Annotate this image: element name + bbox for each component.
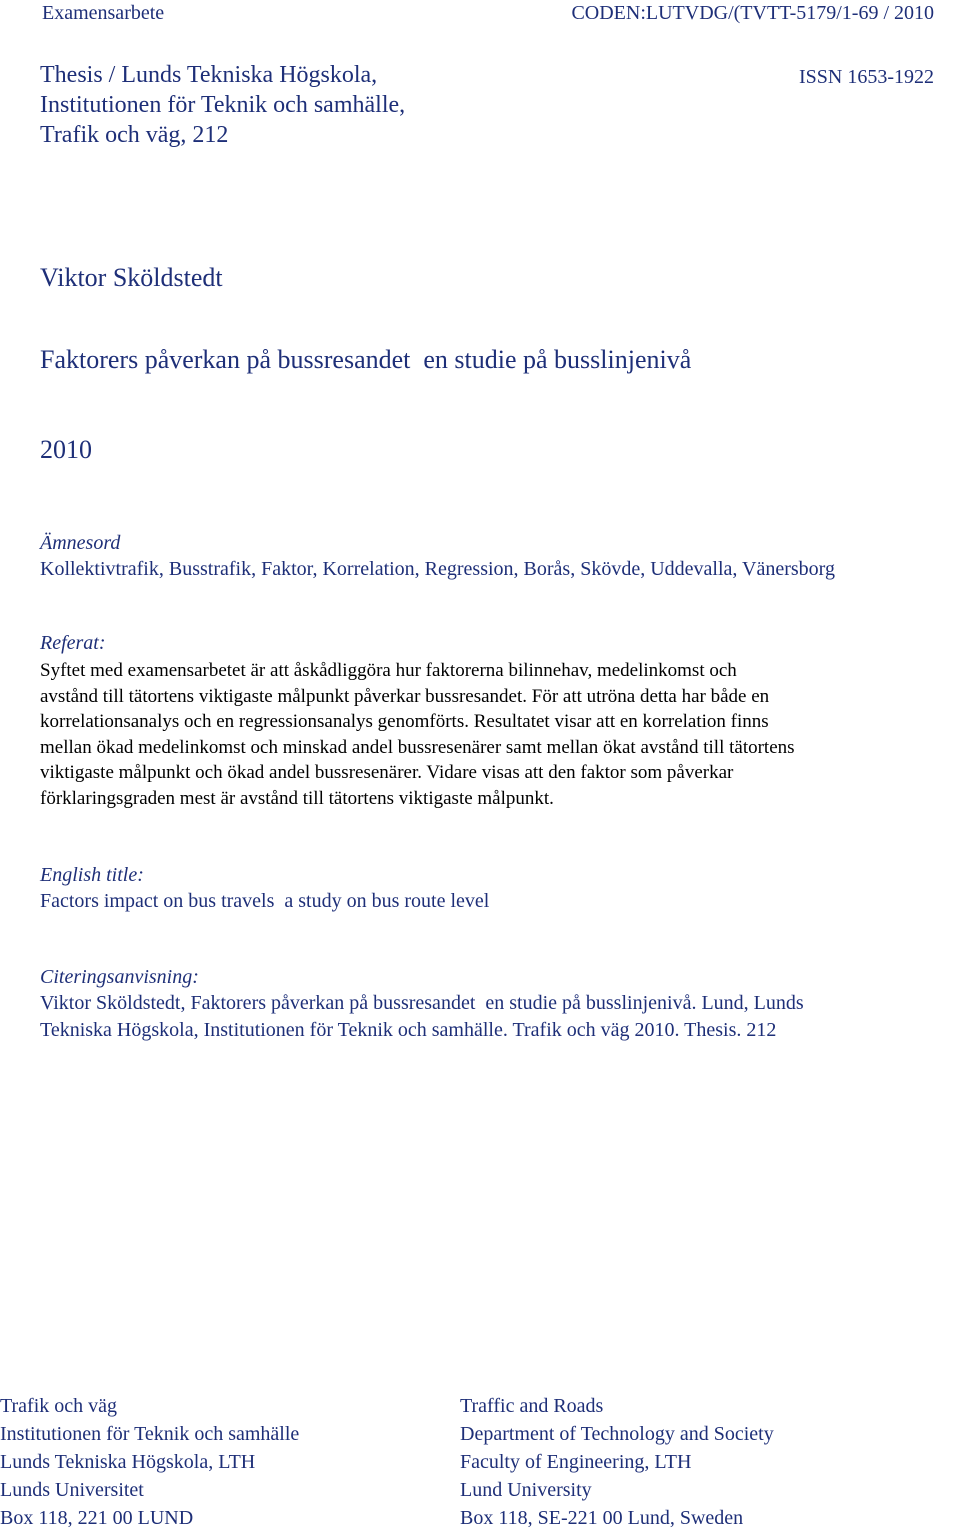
- series-block: [40, 60, 405, 150]
- abstract-line: korrelationsanalys och en regressionsanalys genomförts. Resultatet visar att en korrelation finns: [40, 711, 769, 733]
- issn-label: ISSN 1653-1922: [798, 66, 934, 88]
- footer-line: Institutionen för Teknik och samhälle: [0, 1423, 300, 1445]
- footer-line: Department of Technology and Society: [460, 1423, 774, 1445]
- header-left-label: Examensarbete: [42, 2, 165, 24]
- abstract-line: Syftet med examensarbetet är att åskådliggöra hur faktorerna bilinnehav, medelinkomst och: [40, 660, 737, 681]
- footer-line: Box 118, SE-221 00 Lund, Sweden: [460, 1507, 744, 1529]
- footer-line: Lunds Tekniska Högskola, LTH: [0, 1451, 256, 1473]
- keywords-text: Kollektivtrafik, Busstrafik, Faktor, Korrelation, Regression, Borås, Skövde, Uddevalla, Vänersborg: [40, 558, 835, 580]
- english-title-label: English title:: [40, 864, 144, 886]
- series-line: Thesis / Lunds Tekniska Högskola,: [40, 62, 378, 88]
- year-label: 2010: [40, 435, 92, 464]
- english-title-text: Factors impact on bus travels a study on bus route level: [40, 890, 490, 912]
- keywords-label: Ämnesord: [40, 532, 121, 554]
- abstract-label: Referat:: [40, 632, 106, 654]
- abstract-body: [40, 658, 795, 812]
- abstract-line: avstånd till tätortens viktigaste målpunkt påverkar bussresandet. För att utröna detta har både en: [40, 685, 770, 707]
- footer-line: Faculty of Engineering, LTH: [460, 1451, 692, 1473]
- author-name: Viktor Sköldstedt: [40, 263, 223, 292]
- footer-line: Traffic and Roads: [460, 1395, 604, 1417]
- coden-label: CODEN:LUTVDG/(TVTT-5179/1-69 / 2010: [571, 2, 934, 24]
- abstract-line: viktigaste målpunkt och ökad andel bussresenärer. Vidare visas att den faktor som påverkar: [40, 762, 734, 784]
- citation-label: Citeringsanvisning:: [40, 966, 199, 988]
- citation-line: Tekniska Högskola, Institutionen för Teknik och samhälle. Trafik och väg 2010. Thesis. 212: [40, 1019, 777, 1041]
- footer-line: Trafik och väg: [0, 1395, 118, 1417]
- citation-line: Viktor Sköldstedt, Faktorers påverkan på bussresandet en studie på busslinjenivå. Lund, Lunds: [40, 992, 804, 1014]
- abstract-line: förklaringsgraden mest är avstånd till tätortens viktigaste målpunkt.: [40, 787, 554, 809]
- footer-line: Box 118, 221 00 LUND: [0, 1507, 194, 1529]
- abstract-line: mellan ökad medelinkomst och minskad andel bussresenärer samt mellan ökat avstånd till tätortens: [40, 736, 795, 758]
- thesis-title: Faktorers påverkan på bussresandet en studie på busslinjenivå: [40, 345, 692, 374]
- footer-line: Lunds Universitet: [0, 1479, 144, 1501]
- series-line: Institutionen för Teknik och samhälle,: [40, 92, 406, 118]
- citation-body: [40, 990, 804, 1044]
- footer-swedish: [0, 1392, 299, 1532]
- series-line: Trafik och väg, 212: [40, 122, 229, 148]
- footer-english: [460, 1392, 774, 1532]
- footer-line: Lund University: [460, 1479, 592, 1501]
